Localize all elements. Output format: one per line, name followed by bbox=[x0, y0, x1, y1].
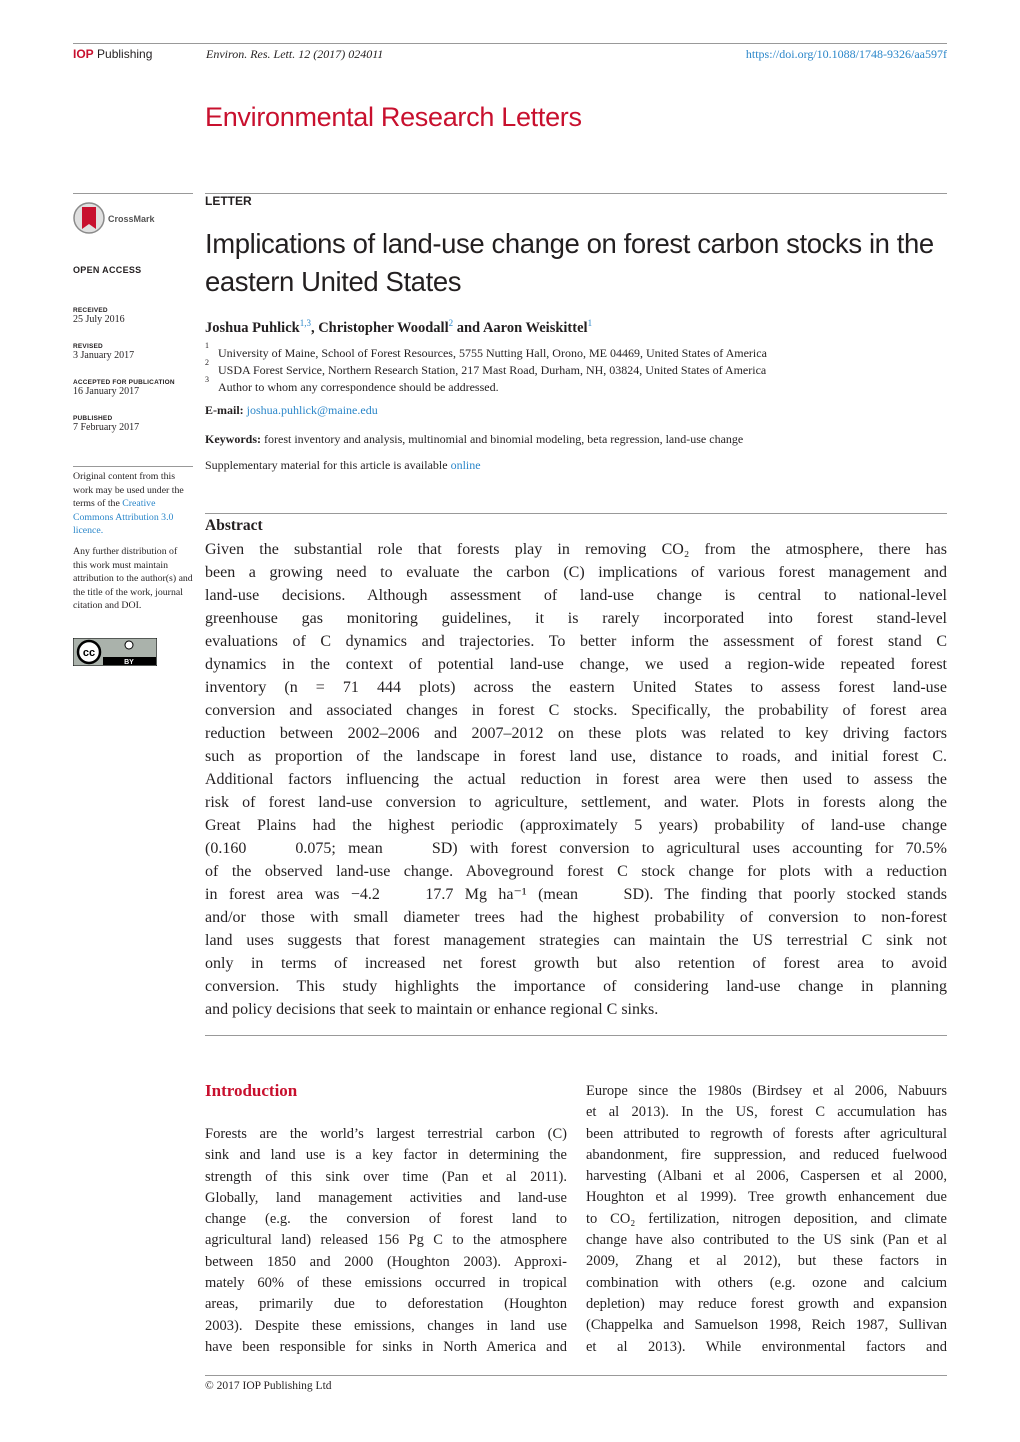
abstract-line: evaluations of C dynamics and trajectories. To better inform the assessment of forest stand C bbox=[205, 633, 947, 650]
licence-note: Original content from this work may be used under the terms of the Creative Commons Attribution 3.0 licence. bbox=[73, 471, 184, 537]
body-line: Europe since the 1980s (Birdsey et al 2006, Nabuurs bbox=[586, 1083, 947, 1099]
author-name[interactable]: Joshua Puhlick bbox=[205, 319, 300, 336]
body-column-left bbox=[205, 1124, 567, 1358]
abstract-line: been a growing need to evaluate the carbon (C) implications of various forest management and bbox=[205, 564, 947, 581]
body-line: 2009, Zhang et al 2012), but these factors in bbox=[586, 1253, 947, 1270]
abstract-line: and/or those with small diameter trees had the highest probability of conversion to non-forest bbox=[205, 909, 947, 926]
journal-title[interactable]: Environmental Research Letters bbox=[205, 102, 582, 132]
body-line: strength of this sink over time (Pan et al 2011). bbox=[205, 1168, 567, 1185]
doi-link[interactable]: https://doi.org/10.1088/1748-9326/aa597f bbox=[745, 47, 947, 61]
cc-licence-link[interactable]: Creative Commons Attribution 3.0 licence. bbox=[73, 498, 174, 537]
abstract-line: conversion and associated changes in forest C stocks. Specifically, the probability of forest area bbox=[205, 702, 947, 719]
abstract-rule bbox=[205, 513, 947, 514]
body-line: have been responsible for sinks in North America and bbox=[205, 1338, 567, 1355]
body-line: depletion) may reduce forest growth and expansion bbox=[586, 1295, 947, 1312]
abstract-line: (0.160 0.075; mean SD) with forest conversion to agricultural uses accounting for 70.5% bbox=[205, 840, 947, 857]
abstract-line: greenhouse gas monitoring guidelines, it is rarely incorporated into forest stand-level bbox=[205, 610, 947, 627]
author-list: Joshua Puhlick$^{1,3}$, Christopher Woodall$^2$ and Aaron Weiskittel$^1$ bbox=[205, 318, 593, 336]
received-date: RECEIVED 25 July 2016 bbox=[73, 307, 125, 325]
abstract-line: such as proportion of the landscape in forest land use, distance to roads, and initial forest C. bbox=[205, 748, 947, 765]
article-title: Implications of land-use change on forest carbon stocks in the eastern United States bbox=[205, 228, 934, 297]
abstract-line: Great Plains had the highest periodic (approximately 5 years) probability of land-use change bbox=[205, 817, 947, 834]
author-name[interactable]: Aaron Weiskittel bbox=[482, 319, 588, 336]
body-line: sink and land use is a key factor in determining the bbox=[205, 1147, 567, 1164]
email-link[interactable]: joshua.puhlick@maine.edu bbox=[246, 403, 378, 417]
running-header bbox=[73, 46, 947, 66]
abstract-line: conversion. This study highlights the importance of considering land-use change in planning bbox=[205, 978, 947, 995]
body-line: (Chappelka and Samuelson 1998, Reich 1987, Sullivan bbox=[586, 1317, 947, 1334]
body-line: been attributed to regrowth of forests after agricultural bbox=[586, 1125, 947, 1142]
supplementary-link[interactable]: online bbox=[450, 458, 481, 472]
main-top-rule bbox=[205, 193, 947, 194]
abstract-line: and policy decisions that seek to maintain or enhance regional C sinks. bbox=[205, 1001, 659, 1018]
abstract-line: Additional factors influencing the actual reduction in forest area were then used to assess the bbox=[205, 771, 947, 788]
keywords: Keywords: forest inventory and analysis, multinomial and binomial modeling, beta regression, land-use change bbox=[205, 432, 744, 446]
accepted-date: ACCEPTED FOR PUBLICATION 16 January 2017 bbox=[73, 379, 175, 397]
abstract-body bbox=[205, 538, 947, 1021]
copyright: © 2017 IOP Publishing Ltd bbox=[205, 1380, 332, 1392]
body-line: between 1850 and 2000 (Houghton 2003). Approxi- bbox=[205, 1253, 567, 1270]
publisher-logo[interactable]: IOP Publishing bbox=[73, 47, 153, 61]
abstract-line: land-use decisions. Although assessment of land-use change is central to national-level bbox=[205, 587, 947, 604]
journal-citation: Environ. Res. Lett. 12 (2017) 024011 bbox=[206, 47, 384, 61]
introduction-heading: Introduction bbox=[205, 1081, 298, 1100]
abstract-line: land uses suggests that forest management strategies can maintain the US terrestrial C sink not bbox=[205, 932, 947, 949]
body-line: 2003). Despite these emissions, changes in land use bbox=[205, 1317, 567, 1334]
supplementary-note: Supplementary material for this article is available online bbox=[205, 458, 481, 472]
article-type: LETTER bbox=[205, 194, 252, 208]
affiliation: $^1$University of Maine, School of Forest Resources, 5755 Nutting Hall, Orono, ME 04469, United States of America bbox=[205, 341, 767, 360]
abstract-line: Given the substantial role that forests play in removing CO₂ from the atmosphere, there has bbox=[205, 541, 947, 558]
header-rule bbox=[73, 43, 947, 44]
abstract-heading: Abstract bbox=[205, 517, 263, 534]
abstract-line: inventory (n = 71 444 plots) across the eastern United States to assess forest land-use bbox=[205, 679, 947, 696]
open-access-label: OPEN ACCESS bbox=[73, 265, 142, 275]
body-line: Houghton et al 1999). Tree growth enhancement due bbox=[586, 1189, 947, 1206]
body-line: abandonment, fire suppression, and reduced fuelwood bbox=[586, 1146, 947, 1163]
body-line: et al 2013). In the US, forest C accumulation has bbox=[586, 1104, 947, 1121]
distribution-note: Any further distribution of this work must maintain attribution to the author(s) and the title of the work, journal citation and DOI. bbox=[73, 546, 193, 612]
revised-date: REVISED 3 January 2017 bbox=[73, 343, 135, 361]
affiliation: $^3$Author to whom any correspondence should be addressed. bbox=[205, 375, 499, 394]
body-line: change (e.g. the conversion of forest land to bbox=[205, 1211, 567, 1228]
left-rule bbox=[73, 193, 193, 194]
abstract-line: reduction between 2002–2006 and 2007–2012 on these plots was related to key driving factors bbox=[205, 725, 947, 742]
footer-rule bbox=[205, 1375, 947, 1376]
body-line: combination with others (e.g. ozone and calcium bbox=[586, 1274, 947, 1291]
affiliation: $^2$USDA Forest Service, Northern Research Station, 217 Mast Road, Durham, NH, 03824, United States of America bbox=[205, 358, 767, 377]
body-line: agricultural land) released 156 Pg C to the atmosphere bbox=[205, 1232, 567, 1249]
body-column-right bbox=[586, 1081, 947, 1358]
author-name[interactable]: Christopher Woodall bbox=[318, 319, 449, 336]
cc-badge-label: BY bbox=[124, 659, 134, 666]
corresponding-email: E-mail: joshua.puhlick@maine.edu bbox=[205, 403, 378, 417]
body-line: Globally, land management activities and land-use bbox=[205, 1189, 567, 1206]
crossmark-label: CrossMark bbox=[108, 214, 155, 224]
abstract-line: only in terms of increased net forest growth but also retention of forest area to avoid bbox=[205, 955, 947, 972]
body-line: harvesting (Albani et al 2006, Caspersen et al 2000, bbox=[586, 1168, 947, 1185]
published-date: PUBLISHED 7 February 2017 bbox=[73, 415, 140, 433]
cc-by-badge-icon[interactable] bbox=[73, 638, 157, 666]
body-line: mately 60% of these emissions occurred in tropical bbox=[205, 1275, 567, 1292]
abstract-line: in forest area was −4.2 17.7 Mg ha⁻¹ (mean SD). The finding that poorly stocked stands bbox=[205, 886, 947, 903]
abstract-line: risk of forest land-use conversion to agriculture, settlement, and water. Plots in forests along the bbox=[205, 794, 947, 811]
crossmark-icon[interactable] bbox=[73, 199, 163, 237]
body-line: change have also contributed to the US sink (Pan et al bbox=[586, 1232, 947, 1249]
abstract-line: of the observed land-use change. Aboveground forest C stock change for plots with a reduction bbox=[205, 863, 947, 880]
body-line: Forests are the world’s largest terrestrial carbon (C) bbox=[205, 1126, 567, 1142]
svg-text:cc: cc bbox=[82, 647, 96, 659]
licence-rule bbox=[73, 466, 193, 467]
body-line: et al 2013). While environmental factors and bbox=[586, 1338, 947, 1355]
abstract-rule-bottom bbox=[205, 1035, 947, 1036]
abstract-line: dynamics in the context of potential land-use change, we used a region-wide repeated forest bbox=[205, 656, 947, 673]
body-line: areas, primarily due to deforestation (Houghton bbox=[205, 1296, 567, 1313]
body-line: to CO₂ fertilization, nitrogen deposition, and climate bbox=[586, 1210, 947, 1227]
